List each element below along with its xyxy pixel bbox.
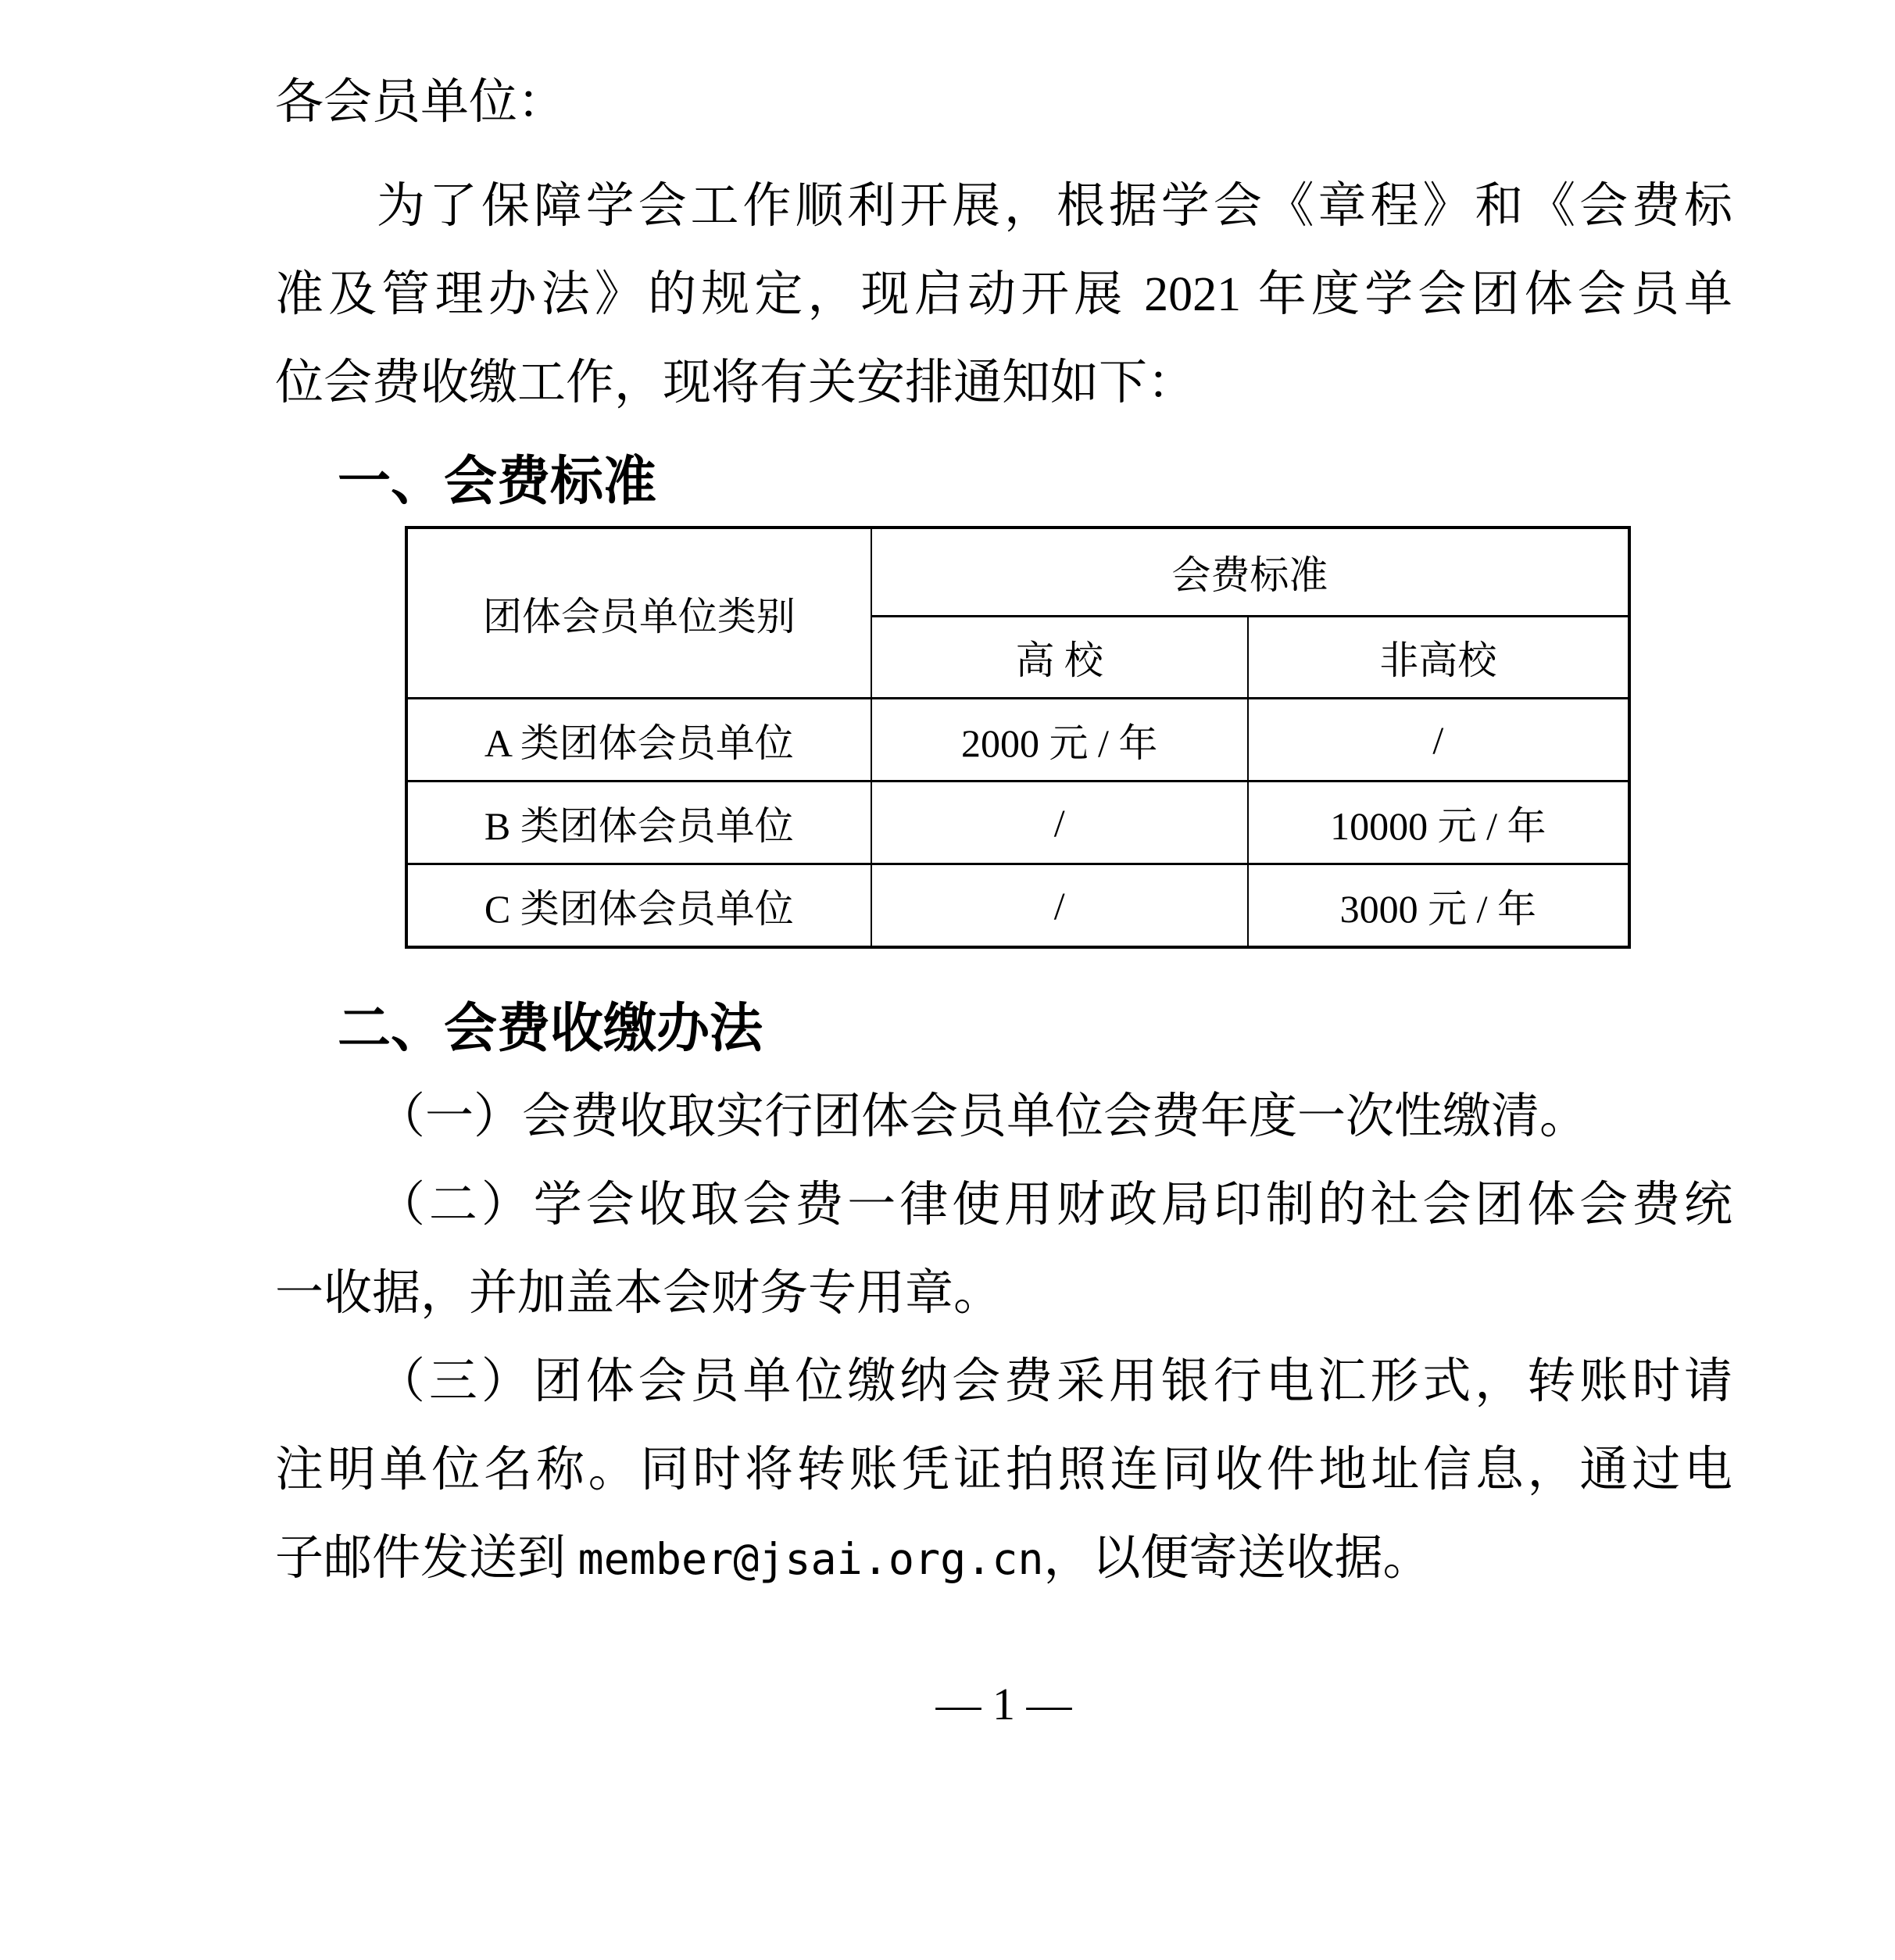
- table-cell-non-university-c: 3000 元 / 年: [1248, 864, 1629, 948]
- item2-line-1: （二）学会收取会费一律使用财政局印制的社会团体会费统: [377, 1179, 1732, 1232]
- table-cell-category-c: C 类团体会员单位: [406, 864, 871, 948]
- page-number: — 1 —: [935, 1679, 1072, 1729]
- table-header-fee-standard: 会费标准: [871, 528, 1629, 617]
- table-header-row-1: [406, 528, 1629, 617]
- table-cell-non-university-b: 10000 元 / 年: [1248, 781, 1629, 864]
- table-row-b: [406, 781, 1629, 864]
- table-header-university: 高 校: [871, 617, 1248, 699]
- table-row-c: [406, 864, 1629, 948]
- table-header-category: 团体会员单位类别: [406, 528, 871, 699]
- item2-line-2: 一收据，并加盖本会财务专用章。: [275, 1267, 1003, 1320]
- item3-line-3-suffix: ，以便寄送收据。: [1043, 1532, 1432, 1585]
- salutation: 各会员单位：: [275, 76, 567, 129]
- table-cell-category-b: B 类团体会员单位: [406, 781, 871, 864]
- section1-heading: 一、会费标准: [338, 452, 657, 511]
- table-cell-university-b: /: [871, 781, 1248, 864]
- table-cell-university-a: 2000 元 / 年: [871, 699, 1248, 781]
- section2-heading: 二、会费收缴办法: [338, 999, 763, 1058]
- intro-line-2: 准及管理办法》的规定，现启动开展 2021 年度学会团体会员单: [275, 268, 1732, 321]
- table-header-non-university: 非高校: [1248, 617, 1629, 699]
- intro-line-1: 为了保障学会工作顺利开展，根据学会《章程》和《会费标: [377, 180, 1732, 233]
- item1-line: （一）会费收取实行团体会员单位会费年度一次性缴清。: [377, 1090, 1589, 1143]
- item3-line-2: 注明单位名称。同时将转账凭证拍照连同收件地址信息，通过电: [275, 1443, 1732, 1497]
- item3-line-3: [275, 1515, 1732, 1603]
- table-cell-non-university-a: /: [1248, 699, 1629, 781]
- table-cell-category-a: A 类团体会员单位: [406, 699, 871, 781]
- table-cell-university-c: /: [871, 864, 1248, 948]
- intro-line-3: 位会费收缴工作，现将有关安排通知如下：: [275, 356, 1196, 410]
- table-row-a: [406, 699, 1629, 781]
- email-text: member@jsai.org.cn: [577, 1534, 1044, 1584]
- item3-line-1: （三）团体会员单位缴纳会费采用银行电汇形式，转账时请: [377, 1355, 1732, 1408]
- item3-line-3-prefix: 子邮件发送到: [275, 1532, 578, 1585]
- fee-standard-table: [405, 526, 1631, 949]
